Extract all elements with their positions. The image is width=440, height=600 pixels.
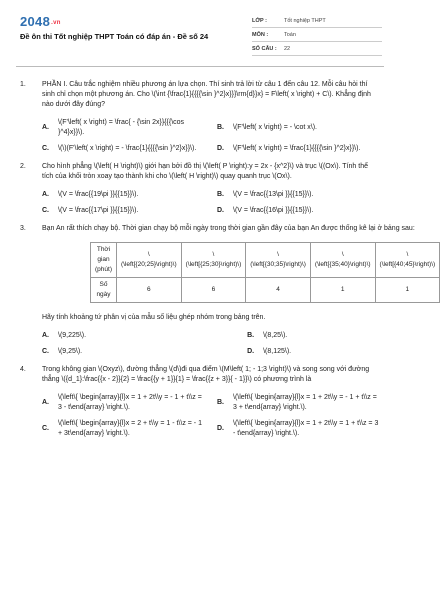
table-cell: \(\left[{20;25}\right)\) bbox=[116, 243, 181, 278]
question-number: 2. bbox=[20, 163, 26, 170]
table-cell: 1 bbox=[310, 278, 375, 303]
option-text: \(V = \frac{{19\pi }}{{15}}\). bbox=[58, 191, 139, 198]
meta-label: MÔN : bbox=[252, 31, 269, 38]
table-cell: \(\left[{35;40}\right)\) bbox=[310, 243, 375, 278]
option-d[interactable] bbox=[217, 144, 380, 154]
question-2 bbox=[20, 162, 380, 216]
option-a[interactable] bbox=[42, 331, 235, 341]
frequency-table bbox=[90, 242, 440, 303]
table-cell: 6 bbox=[181, 278, 246, 303]
option-letter: B. bbox=[247, 332, 255, 339]
table-cell: \(\left[{30;35}\right)\) bbox=[246, 243, 311, 278]
option-text: \(V = \frac{{16\pi }}{{15}}\). bbox=[233, 207, 314, 214]
question-body bbox=[42, 80, 380, 154]
option-a[interactable] bbox=[42, 118, 205, 138]
logo-suffix: .vn bbox=[51, 19, 61, 26]
option-text: \(F'\left( x \right) = - \cot x\). bbox=[233, 124, 317, 131]
option-letter: A. bbox=[42, 399, 49, 406]
header-divider bbox=[16, 66, 384, 67]
answer-options bbox=[42, 393, 380, 439]
meta-label: LỚP : bbox=[252, 17, 267, 24]
meta-row-subject bbox=[252, 28, 382, 42]
question-prompt: Hãy tính khoảng tứ phân vị của mẫu số liệu ghép nhóm trong bảng trên. bbox=[42, 314, 266, 321]
option-text: \(\)(F'\left( x \right) = - \frac{1}{{{{\sin }^2}x}}\). bbox=[58, 145, 197, 152]
option-b[interactable] bbox=[217, 393, 380, 413]
question-text: Cho hình phẳng \(\left( H \right)\) giới hạn bởi đồ thị \(\left( P \right):y = 2x - {x^2}\) và trục \((Ox\). Tính thể tích của khối tròn xoay tạo thành khi cho \(\left( H \right)\) quay quanh trục \(Ox\). bbox=[42, 163, 368, 180]
option-letter: A. bbox=[42, 332, 49, 339]
meta-value: Tốt nghiệp THPT bbox=[284, 17, 326, 24]
table-row bbox=[91, 243, 440, 278]
question-body bbox=[42, 224, 440, 357]
option-text: \(V = \frac{{13\pi }}{{15}}\). bbox=[233, 191, 314, 198]
option-letter: C. bbox=[42, 348, 49, 355]
question-body bbox=[42, 162, 380, 216]
question-text: Trong không gian \(Oxyz\), đường thẳng \(d\)đi qua điểm \(M\left( 1; - 1;3 \right)\) và song song với đường thẳng \({d_1}:\frac{{x - 2}}{2} = \frac{{y + 1}}{1} = \frac{{z + 3}}{ - 1}}\) có phương trình là bbox=[42, 366, 370, 383]
meta-label: SỐ CÂU : bbox=[252, 45, 277, 52]
option-c[interactable] bbox=[42, 206, 205, 216]
option-c[interactable] bbox=[42, 144, 205, 154]
question-4 bbox=[20, 365, 380, 439]
question-body bbox=[42, 365, 380, 439]
exam-title: Đề ôn thi Tốt nghiệp THPT Toán có đáp án - Đề số 24 bbox=[20, 32, 209, 41]
option-a[interactable] bbox=[42, 190, 205, 200]
option-letter: D. bbox=[217, 145, 224, 152]
question-3 bbox=[20, 224, 436, 357]
table-row-header: Thời gian (phút) bbox=[91, 243, 117, 278]
meta-row-question-count bbox=[252, 42, 382, 56]
exam-meta-panel bbox=[252, 14, 382, 56]
option-letter: C. bbox=[42, 207, 49, 214]
option-letter: B. bbox=[217, 191, 224, 198]
table-row-header: Số ngày bbox=[91, 278, 117, 303]
site-logo[interactable] bbox=[20, 14, 61, 29]
table-cell: 1 bbox=[375, 278, 440, 303]
option-text: \(F'\left( x \right) = \frac{1}{{{{\sin }^2}x}}\). bbox=[233, 145, 361, 152]
option-text: \(8,25\). bbox=[263, 332, 288, 339]
option-letter: C. bbox=[42, 425, 49, 432]
option-text: \(\left\{ \begin{array}{l}x = 1 + 2t\\y = 1 + t\\z = 3 - t\end{array} \right.\). bbox=[233, 420, 379, 437]
option-letter: A. bbox=[42, 124, 49, 131]
option-letter: B. bbox=[217, 399, 224, 406]
logo-text: 2048 bbox=[20, 14, 51, 29]
question-number: 3. bbox=[20, 225, 26, 232]
answer-options bbox=[42, 118, 380, 154]
question-number: 1. bbox=[20, 81, 26, 88]
table-cell: 4 bbox=[246, 278, 311, 303]
option-letter: B. bbox=[217, 124, 224, 131]
option-text: \(F'\left( x \right) = \frac{ - {\sin 2x}}{{{\cos }^4}x}}\). bbox=[58, 119, 185, 136]
meta-value: Toán bbox=[284, 31, 296, 38]
option-a[interactable] bbox=[42, 393, 205, 413]
question-number: 4. bbox=[20, 366, 26, 373]
table-row bbox=[91, 278, 440, 303]
exam-header bbox=[0, 0, 400, 62]
option-text: \(\left\{ \begin{array}{l}x = 1 + 2t\\y = - 1 + t\\z = 3 + t\end{array} \right.\). bbox=[233, 394, 377, 411]
table-cell: 6 bbox=[116, 278, 181, 303]
option-text: \(9,25\). bbox=[58, 348, 83, 355]
option-text: \(8,125\). bbox=[263, 348, 292, 355]
question-text: PHẦN I. Câu trắc nghiệm nhiều phương án lựa chọn. Thí sinh trả lời từ câu 1 đến câu 12. Mỗi câu hỏi thí sinh chỉ chọn một phương án. Cho \(\int {\frac{1}{{{{\sin }^2}x}}}\rm{d}}x} = F\left( x \right) + C\). Khẳng định nào dưới đây đúng? bbox=[42, 81, 371, 108]
meta-value: 22 bbox=[284, 45, 291, 52]
option-c[interactable] bbox=[42, 347, 235, 357]
option-b[interactable] bbox=[217, 190, 380, 200]
option-text: \(V = \frac{{17\pi }}{{15}}\). bbox=[58, 207, 139, 214]
table-cell: \(\left[{25;30}\right)\) bbox=[181, 243, 246, 278]
option-b[interactable] bbox=[217, 118, 380, 138]
option-letter: D. bbox=[217, 425, 224, 432]
option-text: \(\left\{ \begin{array}{l}x = 2 + t\\y = 1 - t\\z = - 1 + 3t\end{array} \right.\). bbox=[58, 420, 202, 437]
question-text: Bạn An rất thích chạy bộ. Thời gian chạy bộ mỗi ngày trong thời gian gần đây của bạn An được thống kê lại ở bảng sau: bbox=[42, 225, 415, 232]
question-1 bbox=[20, 80, 380, 154]
option-text: \(\left\{ \begin{array}{l}x = 1 + 2t\\y = - 1 + t\\z = 3 - t\end{array} \right.\). bbox=[58, 394, 202, 411]
question-list bbox=[20, 80, 436, 447]
option-d[interactable] bbox=[217, 419, 380, 439]
option-b[interactable] bbox=[247, 331, 440, 341]
option-d[interactable] bbox=[217, 206, 380, 216]
option-c[interactable] bbox=[42, 419, 205, 439]
option-letter: D. bbox=[217, 207, 224, 214]
meta-row-class bbox=[252, 14, 382, 28]
option-text: \(9,225\). bbox=[58, 332, 87, 339]
option-d[interactable] bbox=[247, 347, 440, 357]
answer-options bbox=[42, 190, 380, 216]
option-letter: C. bbox=[42, 145, 49, 152]
option-letter: A. bbox=[42, 191, 49, 198]
table-cell: \(\left[{40;45}\right)\) bbox=[375, 243, 440, 278]
answer-options bbox=[42, 331, 440, 357]
option-letter: D. bbox=[247, 348, 255, 355]
